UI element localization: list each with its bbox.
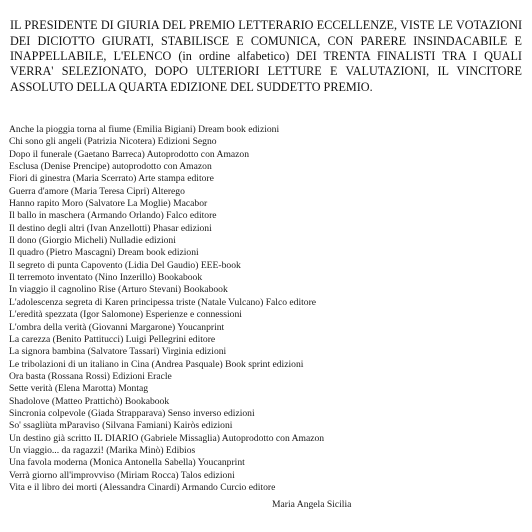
- list-item: Guerra d'amore (Maria Teresa Cipri) Alterego: [9, 185, 185, 197]
- list-item: Il ballo in maschera (Armando Orlando) Falco editore: [9, 210, 217, 222]
- list-item: Sincronia colpevole (Giada Strapparava) Senso inverso edizioni: [9, 407, 255, 419]
- list-item: L'adolescenza segreta di Karen principessa triste (Natale Vulcano) Falco editore: [9, 296, 317, 308]
- list-item: Sette verità (Elena Marotta) Montag: [9, 383, 149, 395]
- list-item: Vita e il libro dei morti (Alessandra Cinardi) Armando Curcio editore: [9, 481, 276, 493]
- list-item: Chi sono gli angeli (Patrizia Nicotera) Edizioni Segno: [9, 136, 217, 148]
- signature: Maria Angela Sicilia: [272, 499, 352, 510]
- list-item: Verrà giorno all'improvviso (Miriam Rocca) Talos edizioni: [9, 469, 235, 481]
- list-item: Dopo il funerale (Gaetano Barreca) Autoprodotto con Amazon: [9, 148, 250, 160]
- list-item: Il terremoto inventato (Nino Inzerillo) Bookabook: [9, 272, 203, 284]
- list-item: La carezza (Benito Pattitucci) Luigi Pellegrini editore: [9, 333, 216, 345]
- finalists-list: [9, 124, 524, 494]
- list-item: Un destino già scritto IL DIARIO (Gabriele Missaglia) Autoprodotto con Amazon: [9, 432, 325, 444]
- list-item: La signora bambina (Salvatore Tassari) Virginia edizioni: [9, 346, 227, 358]
- list-item: So' ssagliùta mParaviso (Silvana Famiani) Kairòs edizioni: [9, 420, 233, 432]
- list-item: Una favola moderna (Monica Antonella Sabella) Youcanprint: [9, 457, 245, 469]
- list-item: Il segreto di punta Capovento (Lidia Del Gaudio) EEE-book: [9, 259, 241, 271]
- list-item: L'eredità spezzata (Igor Salomone) Esperienze e connessioni: [9, 309, 242, 321]
- list-item: Esclusa (Denise Prencipe) autoprodotto con Amazon: [9, 161, 212, 173]
- list-item: Anche la pioggia torna al fiume (Emilia Bigiani) Dream book edizioni: [9, 124, 280, 135]
- list-item: Un viaggio... da ragazzi! (Marika Minò) Edibios: [9, 444, 196, 456]
- list-item: Ora basta (Rossana Rossi) Edizioni Eracle: [9, 370, 172, 382]
- list-item: Le tribolazioni di un italiano in Cina (Andrea Pasquale) Book sprint edizioni: [9, 358, 304, 370]
- list-item: L'ombra della verità (Giovanni Margarone) Youcanprint: [9, 321, 225, 333]
- list-item: Shadolove (Matteo Prattichò) Bookabook: [9, 395, 170, 407]
- announcement-text: IL PRESIDENTE DI GIURIA DEL PREMIO LETTERARIO ECCELLENZE, VISTE LE VOTAZIONI DEI DICIOTTO GIURATI, STABILISCE E COMUNICA, CON PARERE INSINDACABILE E INAPPELLABILE, L'ELENCO (in ordine alfabetico) DEI TRENTA FINALISTI TRA I QUALI VERRA' SELEZIONATO, DOPO ULTERIORI LETTURE E VALUTAZIONI, IL VINCITORE ASSOLUTO DELLA QUARTA EDIZIONE DEL SUDDETTO PREMIO.: [10, 18, 522, 94]
- list-item: Hanno rapito Moro (Salvatore La Moglie) Macabor: [9, 198, 208, 210]
- list-item: Fiori di ginestra (Maria Scerrato) Arte stampa editore: [9, 173, 214, 185]
- list-item: Il destino degli altri (Ivan Anzellotti) Phasar edizioni: [9, 222, 212, 234]
- list-item: Il quadro (Pietro Mascagni) Dream book edizioni: [9, 247, 199, 259]
- list-item: Il dono (Giorgio Micheli) Nulladie edizioni: [9, 235, 176, 247]
- list-item: In viaggio il cagnolino Rise (Arturo Stevani) Bookabook: [9, 284, 228, 296]
